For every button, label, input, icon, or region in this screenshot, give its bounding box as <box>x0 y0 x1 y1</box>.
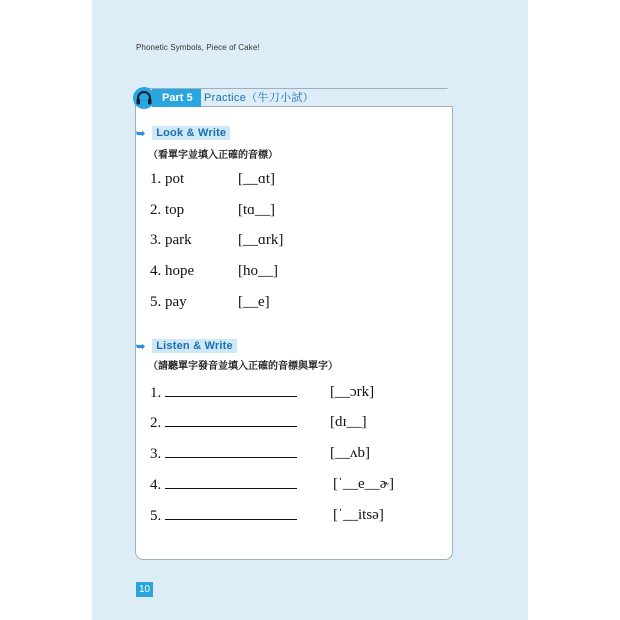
answer-line[interactable] <box>165 384 297 397</box>
item-number: 4. <box>150 476 297 494</box>
running-title: Phonetic Symbols, Piece of Cake! <box>136 43 260 52</box>
ipa-blank: [__ɔrk] <box>330 384 375 400</box>
ipa-blank: [ho__] <box>238 263 278 279</box>
look-write-title: Look & Write <box>152 126 230 140</box>
part-label: Part 5 <box>152 89 201 107</box>
ipa-blank: [ˈ__itsə] <box>333 507 384 523</box>
listen-write-title: Listen & Write <box>152 339 237 353</box>
word-label: 3. park <box>150 232 192 248</box>
arrow-icon: ➥ <box>136 127 146 140</box>
ipa-blank: [__ɑt] <box>238 171 276 187</box>
answer-line[interactable] <box>165 414 297 427</box>
listen-write-instruction: （請聽單字發音並填入正確的音標與單字） <box>148 361 338 372</box>
ipa-blank: [dɪ__] <box>330 414 367 430</box>
look-write-instruction: （看單字並填入正確的音標） <box>148 150 278 161</box>
answer-line[interactable] <box>165 476 297 489</box>
ipa-blank: [tɑ__] <box>238 202 276 218</box>
arrow-icon: ➥ <box>136 340 146 353</box>
word-label: 1. pot <box>150 171 185 187</box>
ipa-blank: [ˈ__e__ɚ] <box>333 476 395 492</box>
practice-title: Practice（牛刀小試） <box>199 89 453 107</box>
item-number: 1. <box>150 384 297 402</box>
answer-line[interactable] <box>165 507 297 520</box>
part-tab <box>132 87 201 109</box>
ipa-blank: [__ʌb] <box>330 445 370 461</box>
word-label: 5. pay <box>150 294 187 310</box>
look-write-heading <box>136 126 230 140</box>
ipa-blank: [__ɑrk] <box>238 232 284 248</box>
item-number: 3. <box>150 445 297 463</box>
item-number: 2. <box>150 414 297 432</box>
item-number: 5. <box>150 507 297 525</box>
answer-line[interactable] <box>165 445 297 458</box>
ipa-blank: [__e] <box>238 294 270 310</box>
word-label: 4. hope <box>150 263 195 279</box>
listen-write-heading <box>136 339 237 353</box>
page-number: 10 <box>136 582 153 597</box>
headphone-icon <box>132 86 156 110</box>
word-label: 2. top <box>150 202 185 218</box>
